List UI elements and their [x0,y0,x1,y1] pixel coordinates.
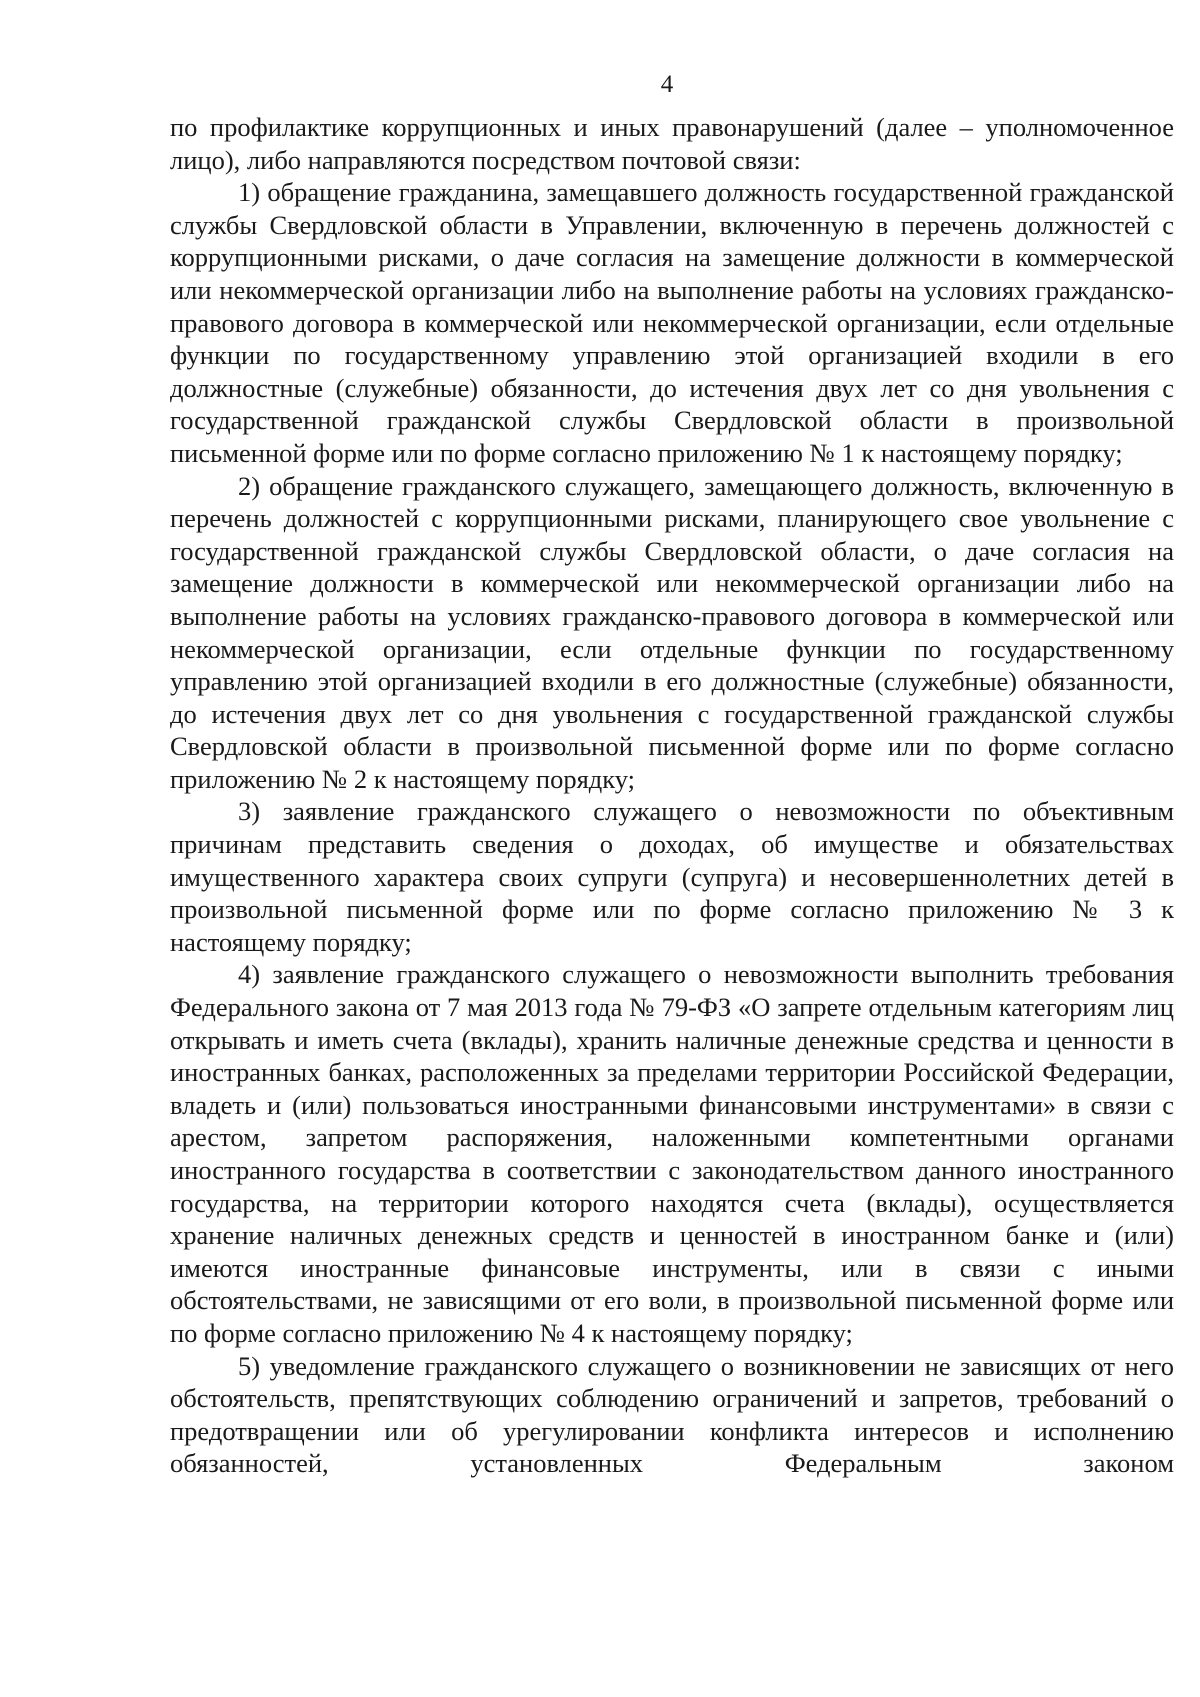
list-item-5: 5) уведомление гражданского служащего о возникновении не зависящих от него обстоятельств, препятствующих соблюдению ограничений и запретов, требований о предотвращении или об урегулировании конфликта интересов и исполнению обязанностей, установленных Федеральным законом [170,1350,1174,1479]
list-item-2: 2) обращение гражданского служащего, замещающего должность, включенную в перечень должностей с коррупционными рисками, планирующего свое увольнение с государственной гражданской службы Свердловской области, о даче согласия на замещение должности в коммерческой или некоммерческой организации либо на выполнение работы на условиях гражданско-правового договора в коммерческой или некоммерческой организации, если отдельные функции по государственному управлению этой организацией входили в его должностные (служебные) обязанности, до истечения двух лет со дня увольнения с государственной гражданской службы Свердловской области в произвольной письменной форме или по форме согласно приложению № 2 к настоящему порядку; [170,470,1174,794]
list-item-1: 1) обращение гражданина, замещавшего должность государственной гражданской службы Свердловской области в Управлении, включенную в перечень должностей с коррупционными рисками, о даче согласия на замещение должности в коммерческой или некоммерческой организации либо на выполнение работы на условиях гражданско-правового договора в коммерческой или некоммерческой организации, если отдельные функции по государственному управлению этой организацией входили в его должностные (служебные) обязанности, до истечения двух лет со дня увольнения с государственной гражданской службы Свердловской области в произвольной письменной форме или по форме согласно приложению № 1 к настоящему порядку; [170,177,1174,468]
list-item-4: 4) заявление гражданского служащего о невозможности выполнить требования Федерального закона от 7 мая 2013 года № 79-ФЗ «О запрете отдельным категориям лиц открывать и иметь счета (вклады), хранить наличные денежные средства и ценности в иностранных банках, расположенных за пределами территории Российской Федерации, владеть и (или) пользоваться иностранными финансовыми инструментами» в связи с арестом, запретом распоряжения, наложенными компетентными органами иностранного государства в соответствии с законодательством данного иностранного государства, на территории которого находятся счета (вклады), осуществляется хранение наличных денежных средств и ценностей в иностранном банке и (или) имеются иностранные финансовые инструменты, или в связи с иными обстоятельствами, не зависящими от его воли, в произвольной письменной форме или по форме согласно приложению № 4 к настоящему порядку; [170,959,1174,1348]
list-item-3: 3) заявление гражданского служащего о невозможности по объективным причинам представить сведения о доходах, об имуществе и обязательствах имущественного характера своих супруги (супруга) и несовершеннолетних детей в произвольной письменной форме или по форме согласно приложению № 3 к настоящему порядку; [170,796,1174,957]
document-body [170,111,1174,1480]
page-number: 4 [660,71,674,98]
paragraph-intro-continuation: по профилактике коррупционных и иных правонарушений (далее – уполномоченное лицо), либо направляются посредством почтовой связи: [170,112,1174,175]
